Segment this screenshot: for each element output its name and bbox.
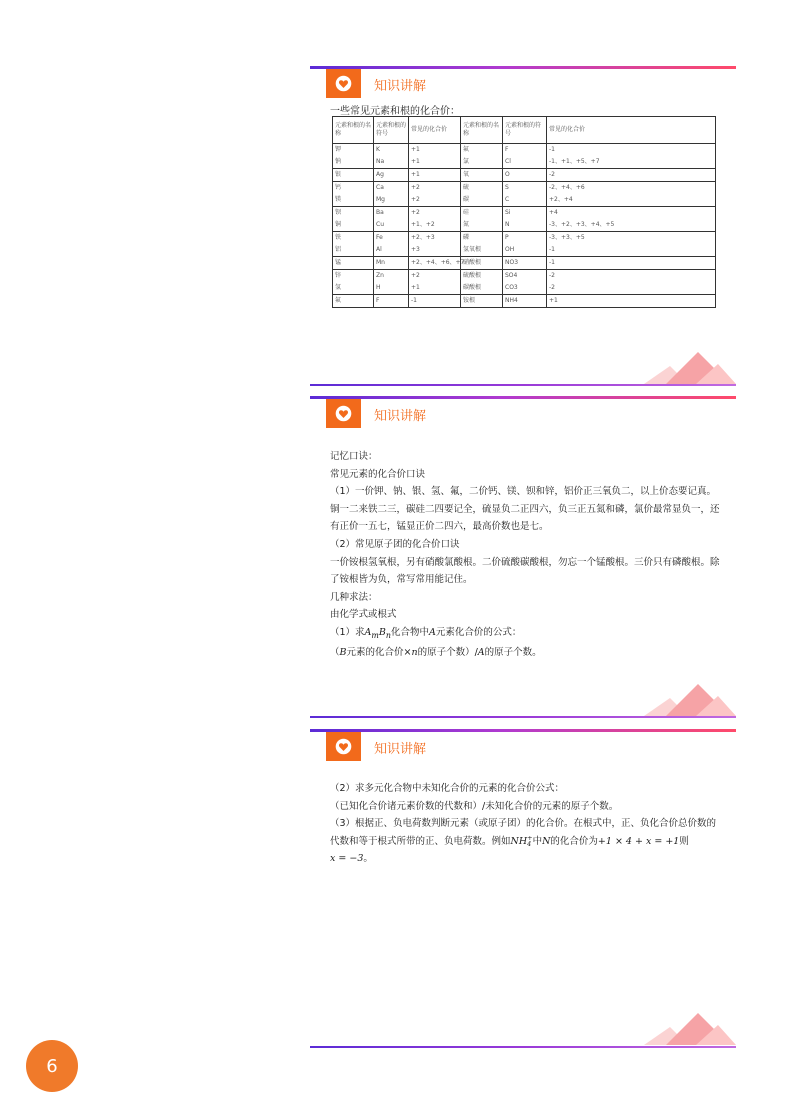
table-cell: 铜 [333, 219, 374, 232]
table-cell: 碳 [461, 194, 503, 207]
table-row [333, 194, 716, 207]
table-cell: 硅 [461, 207, 503, 220]
table-cell: +2 [409, 182, 461, 195]
table-cell: -1 [409, 295, 461, 308]
table-cell: Mn [374, 257, 409, 270]
table-header-row [333, 117, 716, 144]
heart-icon [335, 75, 352, 92]
table-cell: 镁 [333, 194, 374, 207]
text-line: 几种求法： [330, 591, 378, 603]
table-cell: Ba [374, 207, 409, 220]
table-row [333, 295, 716, 308]
table-cell: 元素和根的名称 [333, 117, 374, 144]
table-cell: F [374, 295, 409, 308]
table-cell: 元素和根的符号 [374, 117, 409, 144]
table-cell: +2 [409, 194, 461, 207]
slide-2-top-bar [310, 396, 736, 399]
table-cell: K [374, 144, 409, 157]
table-cell: Ag [374, 169, 409, 182]
table-cell: NH4 [503, 295, 547, 308]
table-cell: +2 [409, 207, 461, 220]
table-cell: +1 [409, 156, 461, 169]
table-cell: S [503, 182, 547, 195]
formula-line-2: （B元素的化合价×n的原子个数）/A的原子个数。 [330, 647, 542, 659]
slide-2 [310, 396, 736, 718]
table-cell: +2、+4 [547, 194, 716, 207]
equation: +1 × 4 + x = +1 [597, 835, 680, 847]
table-row [333, 232, 716, 245]
text-line: （2）常见原子团的化合价口诀 [330, 538, 460, 550]
heart-icon [335, 738, 352, 755]
text-line: （已知化合价诸元素价数的代数和）/未知化合价的元素的原子个数。 [330, 800, 619, 812]
table-cell: +2、+3 [409, 232, 461, 245]
table-cell: -1 [547, 144, 716, 157]
table-cell: +4 [547, 207, 716, 220]
table-cell: +1 [547, 295, 716, 308]
table-cell: 钙 [333, 182, 374, 195]
table-cell: 常见的化合价 [547, 117, 716, 144]
table-cell: Fe [374, 232, 409, 245]
table-cell: 氟 [333, 295, 374, 308]
table-cell: F [503, 144, 547, 157]
table-cell: +1 [409, 282, 461, 295]
text-paragraph: 一价铵根氢氧根，另有硝酸氯酸根。二价硫酸碳酸根，勿忘一个锰酸根。三价只有磷酸根。除了铵根皆为负，常写常用能记住。 [330, 556, 720, 586]
slide-2-bottom-bar [310, 716, 736, 718]
table-cell: +3 [409, 244, 461, 257]
table-row [333, 156, 716, 169]
text-line: 记忆口诀： [330, 451, 378, 462]
mountain-decoration [644, 676, 736, 716]
formula-line-1: （1）求$A_mB_n$化合物中A元素化合价的公式： [330, 626, 522, 640]
table-row [333, 182, 716, 195]
table-cell: +2、+4、+6、+7 [409, 257, 461, 270]
mnemonic-content [330, 448, 720, 662]
table-cell: 元素和根的符号 [503, 117, 547, 144]
table-cell: -2 [547, 270, 716, 283]
table-cell: +1 [409, 169, 461, 182]
table-cell: 硫 [461, 182, 503, 195]
table-cell: Si [503, 207, 547, 220]
table-cell: 铵根 [461, 295, 503, 308]
table-cell: 锌 [333, 270, 374, 283]
table-cell: 硝酸根 [461, 257, 503, 270]
table-cell: Ca [374, 182, 409, 195]
table-cell: H [374, 282, 409, 295]
slide-1 [310, 66, 736, 386]
text-line: 由化学式或根式 [330, 609, 397, 621]
table-cell: +1、+2 [409, 219, 461, 232]
mountain-decoration [644, 1005, 736, 1045]
table-cell: -2、+4、+6 [547, 182, 716, 195]
table-cell: 碳酸根 [461, 282, 503, 295]
section-badge [326, 732, 361, 761]
table-row [333, 257, 716, 270]
table-cell: -3、+2、+3、+4、+5 [547, 219, 716, 232]
table-cell: -1、+1、+5、+7 [547, 156, 716, 169]
table-cell: 氯 [461, 156, 503, 169]
table-cell: Al [374, 244, 409, 257]
table-cell: 硫酸根 [461, 270, 503, 283]
table-cell: N [503, 219, 547, 232]
table-cell: 锰 [333, 257, 374, 270]
table-caption: 一些常见元素和根的化合价： [330, 106, 460, 117]
table-row [333, 219, 716, 232]
section-badge [326, 69, 361, 98]
table-cell: 氢 [333, 282, 374, 295]
table-cell: SO4 [503, 270, 547, 283]
table-cell: 常见的化合价 [409, 117, 461, 144]
table-cell: CO3 [503, 282, 547, 295]
table-row [333, 282, 716, 295]
table-cell: 氧 [461, 169, 503, 182]
text-paragraph: （3）根据正、负电荷数判断元素（或原子团）的化合价。在根式中，正、负化合价总价数的代数和等于根式所带的正、负电荷数。例如NH + 4 中N的化合价为+1 × 4 + x = +1则 x = −3。 [330, 818, 717, 865]
table-cell: 氮 [461, 219, 503, 232]
result: x = −3 [330, 853, 364, 865]
slide-1-top-bar [310, 66, 736, 69]
formula-content [330, 780, 720, 868]
table-row [333, 244, 716, 257]
table-cell: -3、+3、+5 [547, 232, 716, 245]
table-cell: OH [503, 244, 547, 257]
text-line: 常见元素的化合价口诀 [330, 468, 426, 480]
section-badge [326, 399, 361, 428]
table-cell: +1 [409, 144, 461, 157]
slide-3 [310, 729, 736, 1051]
table-row [333, 207, 716, 220]
section-title: 知识讲解 [374, 79, 427, 94]
table-cell: 元素和根的名称 [461, 117, 503, 144]
valence-table [332, 116, 716, 308]
table-cell: 银 [333, 169, 374, 182]
text-line: （2）求多元化合物中未知化合价的元素的化合价公式： [330, 783, 565, 794]
table-row [333, 270, 716, 283]
table-cell: 氢氧根 [461, 244, 503, 257]
table-cell: -1 [547, 257, 716, 270]
ion-formula: NH + 4 [510, 834, 533, 849]
table-cell: Cl [503, 156, 547, 169]
table-cell: 铁 [333, 232, 374, 245]
page-number: 6 [26, 1040, 78, 1092]
mountain-decoration [644, 344, 736, 384]
table-cell: 铝 [333, 244, 374, 257]
slide-3-bottom-bar [310, 1046, 736, 1048]
table-cell: Mg [374, 194, 409, 207]
text-paragraph: （1）一价钾、钠、银、氢、氟，二价钙、镁、钡和锌，铝价正三氧负二，以上价态要记真。铜一二来铁二三，碳硅二四要记全，硫显负二正四六，负三正五氮和磷，氯价最常显负一，还有正价一五七，锰显正价二四六，最高价数也是七。 [330, 486, 720, 533]
table-row [333, 144, 716, 157]
table-row [333, 169, 716, 182]
table-cell: 钡 [333, 207, 374, 220]
section-title: 知识讲解 [374, 742, 427, 757]
table-cell: -1 [547, 244, 716, 257]
table-cell: Na [374, 156, 409, 169]
table-cell: O [503, 169, 547, 182]
table-cell: P [503, 232, 547, 245]
table-cell: NO3 [503, 257, 547, 270]
table-cell: 氟 [461, 144, 503, 157]
table-cell: Zn [374, 270, 409, 283]
table-cell: 钾 [333, 144, 374, 157]
section-title: 知识讲解 [374, 409, 427, 424]
table-cell: 钠 [333, 156, 374, 169]
table-cell: -2 [547, 282, 716, 295]
heart-icon [335, 405, 352, 422]
slide-1-bottom-bar [310, 384, 736, 386]
slide-3-top-bar [310, 729, 736, 732]
table-cell: -2 [547, 169, 716, 182]
table-cell: Cu [374, 219, 409, 232]
table-cell: +2 [409, 270, 461, 283]
table-cell: C [503, 194, 547, 207]
table-cell: 磷 [461, 232, 503, 245]
